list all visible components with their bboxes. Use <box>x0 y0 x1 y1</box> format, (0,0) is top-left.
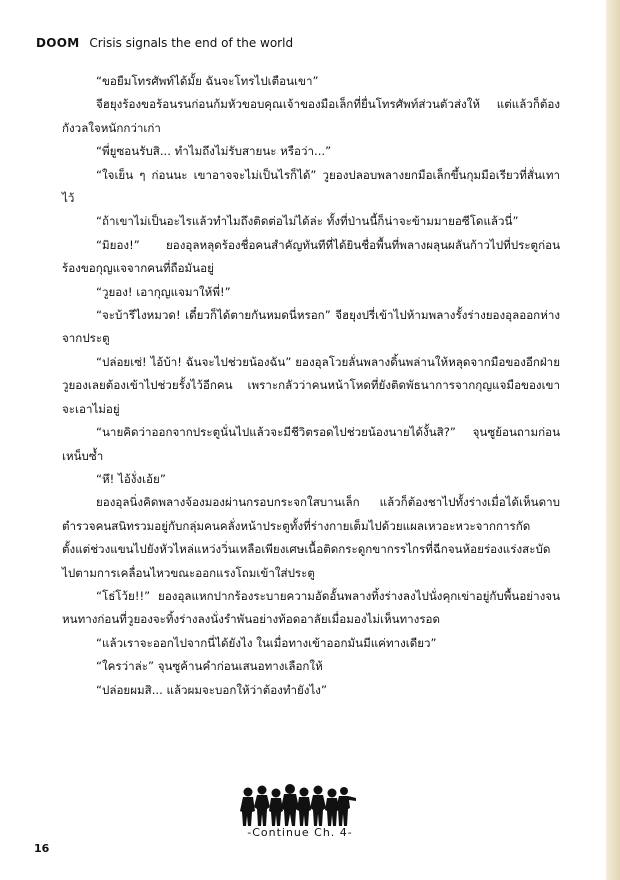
paragraph: “ใครว่าล่ะ” จุนซูค้านคำก่อนเสนอทางเลือกให้ <box>96 659 323 674</box>
paragraph: “วูยอง! เอากุญแจมาให้พี่!” <box>96 284 231 299</box>
page-edge <box>606 0 620 880</box>
paragraph: “จะบ้ารึไงหมวด! เดี๋ยวก็ได้ตายกันหมดนี่หรอก” จีฮยุงปรี่เข้าไปห้ามพลางรั้งร่างยองอุลออกห่างจากประตู <box>62 308 560 346</box>
paragraph: “มิยอง!” ยองอุลหลุดร้องชื่อคนสำคัญทันทีที่ได้ยินชื่อพื้นที่พลางผลุนผลันก้าวไปที่ประตูก่อนร้องขอกุญแจจากคนที่ถือมันอยู่ <box>62 237 560 276</box>
paragraph: “ใจเย็น ๆ ก่อนนะ เขาอาจจะไม่เป็นไรก็ได้” วูยองปลอบพลางยกมือเล็กขึ้นกุมมือเรียวที่สั่นเทาไว้ <box>62 167 560 206</box>
paragraph: “ปล่อยเซ่! ไอ้บ้า! ฉันจะไปช่วยน้องฉัน” ยองอุลโวยลั่นพลางดิ้นพล่านให้หลุดจากมือของอีกฝ่าย วูยองเลยต้องเข้าไปช่วยรั้งไว้อีกคน เพราะกลัวว่าคนหน้าโหดที่ยังติดพัธนาการจากกุญแจมือของเขาจะเอาไม่อยู่ <box>62 354 560 416</box>
paragraph: จีฮยุงร้องขอร้อนรนก่อนก้มหัวขอบคุณเจ้าของมือเล็กที่ยื่นโทรศัพท์ส่วนตัวส่งให้ แต่แล้วก็ต้องกังวลใจหนักกว่าเก่า <box>62 97 560 135</box>
paragraph: “แล้วเราจะออกไปจากนี่ได้ยังไง ในเมื่อทางเข้าออกมันมีแค่ทางเดียว” <box>96 635 437 650</box>
paragraph: ยองอุลนิ่งคิดพลางจ้องมองผ่านกรอบกระจกใสบานเล็ก แล้วก็ต้องชาไปทั้งร่างเมื่อได้เห็นดาบตำรวจคนสนิทรวมอยู่กับกลุ่มคนคลั่งหน้าประตูทั้งที่ร่างกายเต็มไปด้วยแผลเหวอะหวะจากการกัด ตั้งแต่ช่วงแขนไปยังหัวไหล่แหว่งวิ่นเหลือเพียงเศษเนื้อติดกระดูกขากรรไกรที่ฉีกจนห้อยร่องแร่งสะบัดไปตามการเคลื่อนไหวขณะออกแรงโถมเข้าใส่ประตู <box>62 495 560 580</box>
header-title: Crisis signals the end of the world <box>89 36 294 50</box>
page-number: 16 <box>34 842 50 855</box>
running-header <box>36 36 293 50</box>
paragraph: “โธ่โว้ย!!” ยองอุลแหกปากร้องระบายความอัดอั้นพลางทิ้งร่างลงไปนั่งคุกเข่าอยู่กับพื้นอย่างจนหนทางก่อนที่วูยองจะทิ้งร่างลงนั่งรำพันอย่างท้อดอาลัยเมื่อมองไม่เห็นทางรอด <box>62 588 560 627</box>
paragraph: “ปล่อยผมสิ... แล้วผมจะบอกให้ว่าต้องทำยังไง” <box>96 682 327 697</box>
paragraph: “ถ้าเขาไม่เป็นอะไรแล้วทำไมถึงติดต่อไม่ได้ล่ะ ทั้งที่ป่านนี้ก็น่าจะข้ามมายอซีโดแล้วนี่” <box>96 214 519 229</box>
header-brand: DOOM <box>36 36 80 50</box>
paragraph: “นายคิดว่าออกจากประตูนั่นไปแล้วจะมีชีวิตรอดไปช่วยน้องนายได้งั้นสิ?” จุนซูย้อนถามก่อนเหน็บซ้ำ <box>62 425 560 463</box>
paragraph: “หึ! ไอ้งั่งเอ้ย” <box>96 471 166 486</box>
story-body <box>62 70 560 702</box>
silhouette-group-icon <box>238 782 358 832</box>
continue-label: -Continue Ch. 4- <box>247 826 353 839</box>
paragraph: “พี่ยูซอนรับสิ... ทำไมถึงไม่รับสายนะ หรือว่า...” <box>96 144 332 159</box>
paragraph: “ขอยืมโทรศัพท์ได้มั้ย ฉันจะโทรไปเตือนเขา” <box>96 74 319 88</box>
